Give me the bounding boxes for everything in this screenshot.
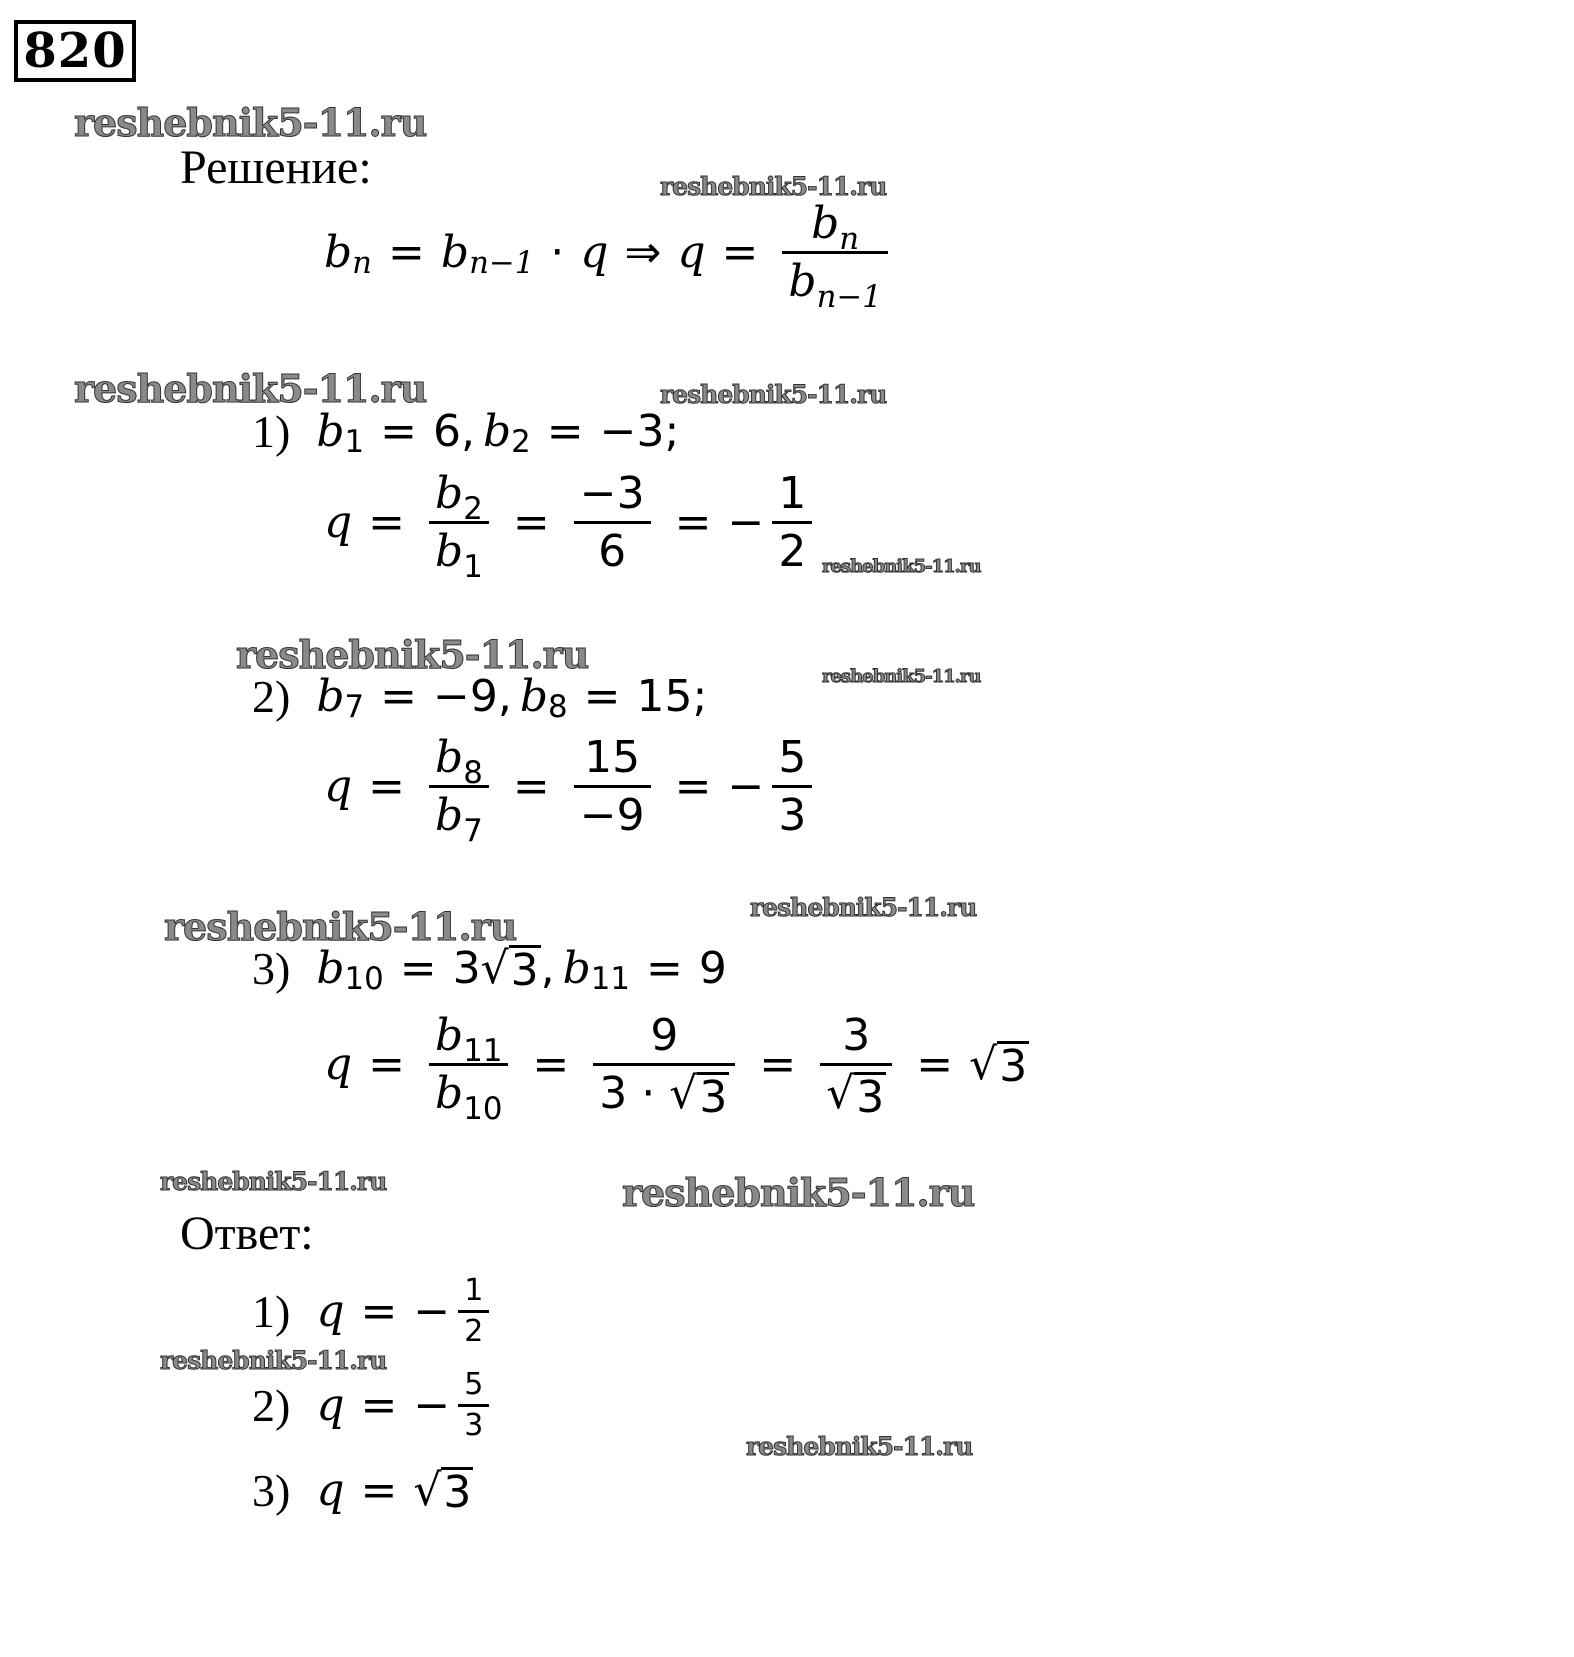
watermark: reshebnik5-11.ru xyxy=(746,1432,973,1461)
solution-label: Решение: xyxy=(180,141,372,194)
answer-1: 1) q = − $\frac{1}{2}$ xyxy=(252,1272,497,1350)
watermark: reshebnik5-11.ru xyxy=(236,632,589,677)
watermark: reshebnik5-11.ru xyxy=(164,904,517,949)
watermark: reshebnik5-11.ru xyxy=(160,1346,387,1375)
watermark: reshebnik5-11.ru xyxy=(750,893,977,922)
watermark: reshebnik5-11.ru xyxy=(622,1170,975,1215)
watermark: reshebnik5-11.ru xyxy=(160,1167,387,1196)
watermark: reshebnik5-11.ru xyxy=(660,172,887,201)
problem-number: 820 xyxy=(14,20,136,82)
watermark: reshebnik5-11.ru xyxy=(74,100,427,145)
part1-given: 1) b 1 = 6 , b 2 = −3 ; xyxy=(252,406,680,461)
watermark: reshebnik5-11.ru xyxy=(660,380,887,409)
watermark: reshebnik5-11.ru xyxy=(822,556,981,577)
answer-3: 3) q = √ 3 xyxy=(252,1465,472,1518)
part1-computation: q = $\frac{b_2}{b_1}$ = $\frac{-3}{6}$ = − $\frac{1}{2}$ xyxy=(324,466,820,579)
square-root: √ 3 xyxy=(480,943,539,996)
answer-2: 2) q = − $\frac{5}{3}$ xyxy=(252,1366,497,1444)
part3-given: 3) b 10 = 3 √ 3 , b 11 = 9 xyxy=(252,943,727,998)
fraction: $\frac{b_n}{b_{n-1}}$ xyxy=(782,196,887,309)
watermark: reshebnik5-11.ru xyxy=(822,666,981,687)
part3-computation: q = $\frac{b_{11}}{b_{10}}$ = 9 3 · √ 3 = 3 √ 3 = √ 3 xyxy=(324,1010,1028,1127)
general-formula: b n = b n−1 · q ⇒ q = $\frac{b_n}{b_{n-1}}$ xyxy=(324,196,896,309)
part2-given: 2) b 7 = −9 , b 8 = 15 ; xyxy=(252,671,708,726)
watermark: reshebnik5-11.ru xyxy=(74,366,427,411)
answer-label: Ответ: xyxy=(180,1207,314,1260)
part2-computation: q = $\frac{b_8}{b_7}$ = $\frac{15}{-9}$ = − $\frac{5}{3}$ xyxy=(324,730,820,843)
